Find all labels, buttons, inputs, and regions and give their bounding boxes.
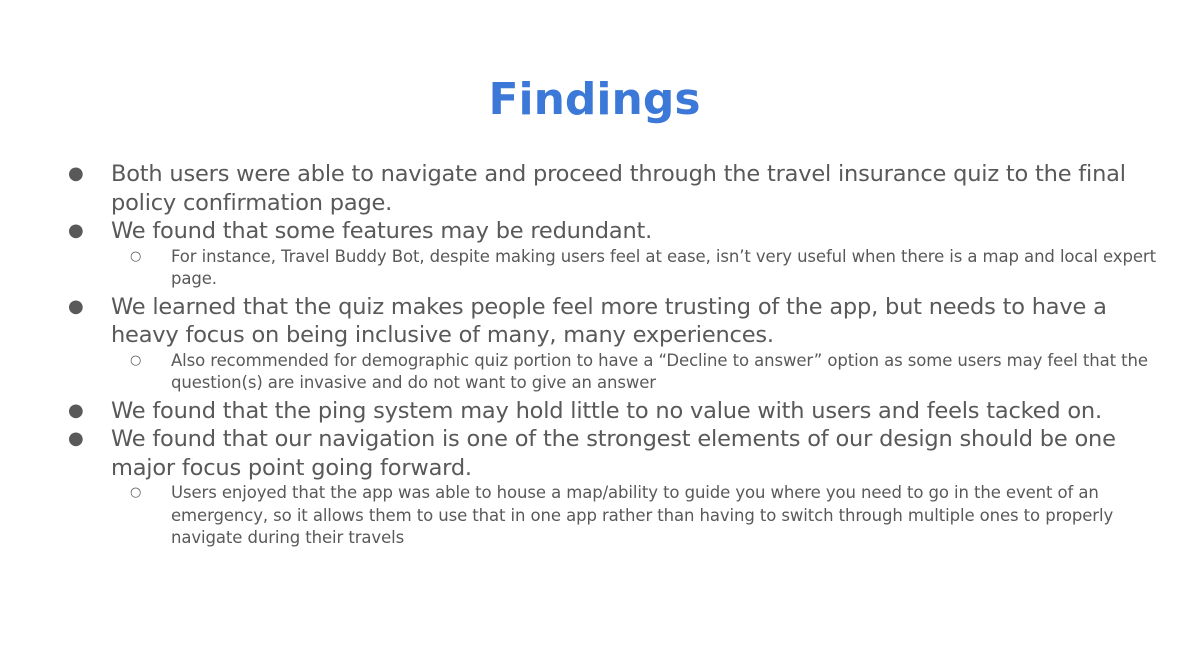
sub-bullet-icon: ○ <box>130 352 142 368</box>
sub-bullet-icon: ○ <box>130 248 142 264</box>
sub-bullet-icon: ○ <box>130 485 142 500</box>
bullet-text: We found that the ping system may hold little to no value with users and feels tacked on. <box>111 397 1102 424</box>
sub-bullet-text: Also recommended for demographic quiz portion to have a “Decline to answer” option as some users may feel that the question(s) are invasive and do not want to give an answer <box>171 350 1148 392</box>
sub-bullet-text: Users enjoyed that the app was able to house a map/ability to guide you where you need to go in the event of an emergency, so it allows them to use that in one app rather than having to switch through multiple ones to properly navigate during their travels <box>171 483 1114 547</box>
sub-bullet-item-5 <box>60 482 1160 550</box>
bullet-text: Both users were able to navigate and proceed through the travel insurance quiz to the final policy confirmation page. <box>111 161 1126 216</box>
bullet-icon: ● <box>68 428 84 449</box>
bullet-icon: ● <box>68 399 84 421</box>
bullet-item-4 <box>60 397 1160 426</box>
bullet-item-3 <box>60 293 1160 350</box>
bullet-icon: ● <box>68 220 84 241</box>
bullet-item-5 <box>60 425 1160 482</box>
bullet-text: We found that some features may be redundant. <box>111 218 653 244</box>
sub-bullet-item-2 <box>60 246 1160 291</box>
bullet-item-1 <box>60 160 1160 217</box>
slide-title: Findings <box>488 74 701 125</box>
bullet-text: We found that our navigation is one of the strongest elements of our design should be one major focus point going forward. <box>111 426 1116 481</box>
bullet-text: We learned that the quiz makes people feel more trusting of the app, but needs to have a heavy focus on being inclusive of many, many experiences. <box>111 293 1107 348</box>
findings-list <box>60 160 1160 552</box>
bullet-icon: ● <box>68 295 84 317</box>
sub-bullet-item-3 <box>60 350 1160 395</box>
bullet-item-2 <box>60 217 1160 246</box>
bullet-icon: ● <box>68 163 84 184</box>
sub-bullet-text: For instance, Travel Buddy Bot, despite making users feel at ease, isn’t very useful when there is a map and local expert page. <box>171 246 1156 288</box>
